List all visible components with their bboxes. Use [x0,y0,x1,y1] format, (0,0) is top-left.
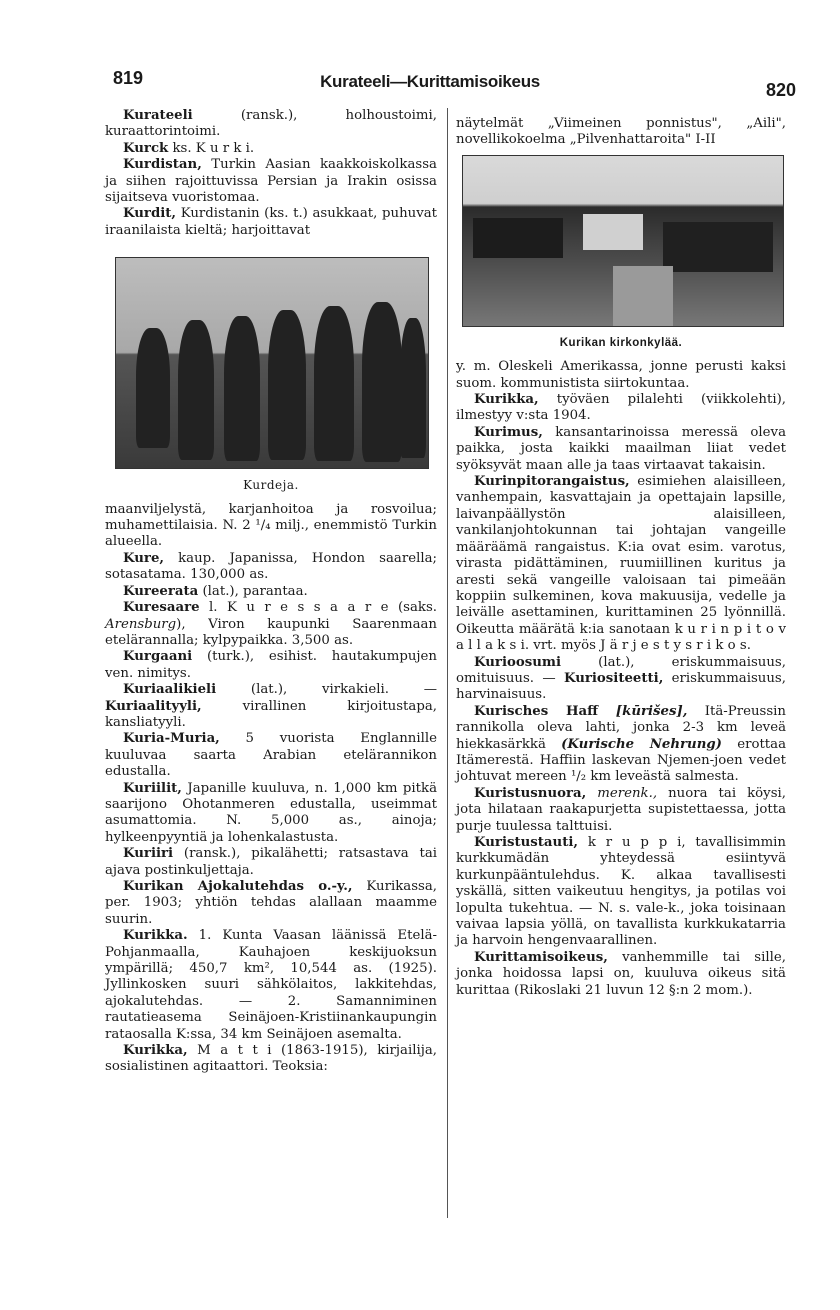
village-photo-caption: Kurikan kirkonkylää. [559,336,683,349]
entry-kurioosumi: Kurioosumi (lat.), eriskummaisuus, omituisuus. — Kuriositeetti, eriskummaisuus, harvinaisuus. [456,654,786,703]
entry-kurittamisoikeus: Kurittamisoikeus, vanhemmille tai sille, jonka hoidossa lapsi on, kuuluva oikeus sitä kurittaa (Rikoslaki 21 luvun 12 §:n 2 mom.). [456,949,786,998]
column-divider [447,108,448,1218]
entry-kurinpitorangaistus: Kurinpitorangaistus, esimiehen alaisilleen, vanhempain, kasvattajain ja opettajain lapsille, laivanpäällystön alaisilleen, vankilanjohtokunnan tai johtajan vangeille määräämä rangaistus. K:ia ovat esim. varotus, virasta pidättäminen, ruumiillinen kuritus ja aresti sekä vangeille valoisaan tai pimeään koppiin sulkeminen, kova makuusija, vedelle ja leivälle asettaminen, kurittaminen 25 lyönnillä. Oikeutta määrätä k:ia sanotaan k u r i n p i t o v a l l a k s i. vrt. myös J ä r j e s t y s r i k o s. [456,474,786,654]
left-column [105,108,437,1076]
entry-kuriilit: Kuriilit, Japanille kuuluva, n. 1,000 km pitkä saarijono Ohotanmeren edustalla, useimmat asumattomia. N. 5,000 as., ainoja; hylkeenpyyntiä ja lohenkalastusta. [105,780,437,845]
entry-kuria-muria: Kuria-Muria, 5 vuorista Englannille kuuluvaa saarta Arabian etelärannikon edustalla. [105,731,437,780]
kurds-photo-caption: Kurdeja. [243,478,299,493]
entry-kuristusnuora: Kuristusnuora, merenk., nuora tai köysi, jota hilataan raakapurjetta supistettaessa, jotta purje tuulessa talttuisi. [456,785,786,834]
entry-kurdistan: Kurdistan, Turkin Aasian kaakkoiskolkassa ja siihen rajoittuvissa Persian ja Irakin osissa sijaitseva vuoristomaa. [105,157,437,206]
entry-kurisches-haff: Kurisches Haff [kūrišes], Itä-Preussin rannikolla oleva lahti, jonka 2-3 km leveä hiekkasärkkä (Kurische Nehrung) erottaa Itämerestä. Haffiin laskevan Njemen-joen vedet johtuvat mereen ¹/₂ km leveästä salmesta. [456,703,786,785]
page-number-left: 819 [113,68,144,88]
running-title: Kurateeli—Kurittamisoikeus [320,72,540,91]
entry-kurateeli: Kurateeli (ransk.), holhoustoimi, kuraattorintoimi. [105,108,437,140]
kurds-photo [115,257,429,469]
entry-kurikka-matti: Kurikka, M a t t i (1863-1915), kirjailija, sosialistinen agitaattori. Teoksia: [105,1043,437,1075]
entry-kuriiri: Kuriiri (ransk.), pikalähetti; ratsastava tai ajava postinkuljettaja. [105,846,437,878]
entry-kurikan-ajokalutehdas: Kurikan Ajokalutehdas o.-y., Kurikassa, per. 1903; yhtiön tehdas alallaan maamme suurin. [105,879,437,927]
kurikka-matti-continued: näytelmät „Viimeinen ponnistus", „Aili", novellikokoelma „Pilvenhattaroita" I-II [456,116,786,148]
entry-kurikka-pilalehti: Kurikka, työväen pilalehti (viikkolehti), ilmestyy v:sta 1904. [456,392,786,424]
kurikka-village-photo [462,155,784,327]
entry-kuriaalikieli: Kuriaalikieli (lat.), virkakieli. — Kuriaalityyli, virallinen kirjoitustapa, kansliatyyli. [105,682,437,730]
entry-kurimus: Kurimus, kansantarinoissa meressä oleva paikka, josta kaikki maailman liiat vedet syöksyvät maan alle ja taas virtaavat takaisin. [456,424,786,473]
page-number-right: 820 [766,80,797,100]
entry-kurikka-kunta: Kurikka. 1. Kunta Vaasan läänissä Etelä-Pohjanmaalla, Kauhajoen keskijuoksun ympärillä; 450,7 km², 10,544 as. (1925). Jyllinkosken suuri sähkölaitos, lakkitehdas, ajokalutehdas. — 2. Samanniminen rautatieasema Seinäjoen-Kristiinankaupungin rataosalla K:ssa, 34 km Seinäjoen asemalta. [105,928,437,1042]
entry-kurck: Kurck ks. K u r k i. [123,140,255,156]
entry-kuresaare: Kuresaare l. K u r e s s a a r e (saks. Arensburg), Viron kaupunki Saarenmaan etelärannalla; kylpypaikka. 3,500 as. [105,600,437,648]
right-column [456,116,786,999]
entry-kurdit: Kurdit, Kurdistanin (ks. t.) asukkaat, puhuvat iraanilaista kieltä; harjoittavat [105,206,437,238]
kurdit-continued: maanviljelystä, karjanhoitoa ja rosvoilua; muhamettilaisia. N. 2 ¹/₄ milj., enemmistö Turkin alueella. [105,501,437,550]
entry-kureerata: Kureerata (lat.), parantaa. [123,583,308,599]
kurikka-matti-end: y. m. Oleskeli Amerikassa, jonne perusti kaksi suom. kommunistista siirtokuntaa. [456,359,786,391]
entry-kurgaani: Kurgaani (turk.), esihist. hautakumpujen ven. nimitys. [105,649,437,681]
entry-kure: Kure, kaup. Japanissa, Hondon saarella; sotasatama. 130,000 as. [105,550,437,583]
entry-kuristustauti: Kuristustauti, k r u p p i, tavallisimmin kurkkumädän yhteydessä esiintyvä kurkunpääntulehdus. K. alkaa tavallisesti yskällä, sitten vaikeutuu hengitys, ja potilas voi lopulta tukehtua. — N. s. vale-k., joka toisinaan vaivaa lapsia yöllä, on tavallista kurkkukatarria ja harvoin hengenvaarallinen. [456,835,786,949]
